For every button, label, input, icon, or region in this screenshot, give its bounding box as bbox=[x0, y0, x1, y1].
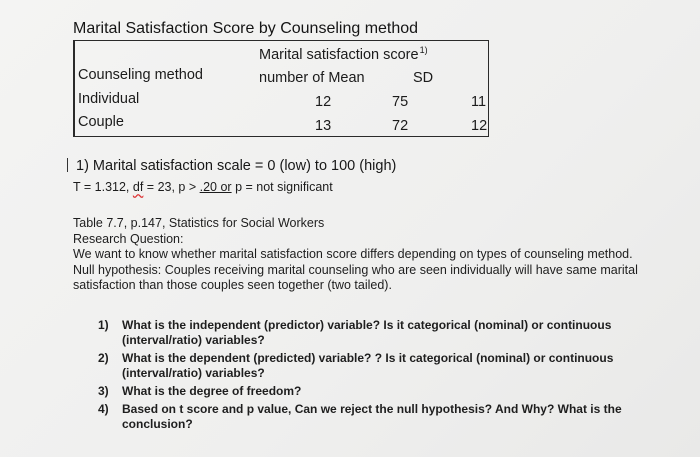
row-number: 13 bbox=[315, 118, 332, 134]
research-question-label: Research Question: bbox=[73, 231, 184, 246]
research-question-text: We want to know whether marital satisfaction score differs depending on types of counseling method. bbox=[73, 247, 633, 261]
list-item bbox=[98, 351, 638, 381]
stats-line bbox=[73, 180, 333, 194]
row-method: Individual bbox=[78, 91, 140, 107]
header-group bbox=[259, 47, 428, 63]
row-sd: 12 bbox=[471, 118, 488, 134]
question-text: What is the degree of freedom? bbox=[122, 384, 302, 398]
list-item bbox=[98, 402, 638, 432]
row-mean: 72 bbox=[392, 118, 409, 134]
source-citation: Table 7.7, p.147, Statistics for Social Workers bbox=[73, 216, 325, 230]
question-number: 1) bbox=[98, 318, 109, 332]
stats-p-value: .20 or bbox=[199, 180, 232, 194]
question-text: What is the dependent (predicted) variable? ? Is it categorical (nominal) or continuous (interval/ratio) variables? bbox=[122, 351, 614, 380]
text-cursor bbox=[67, 158, 68, 172]
question-number: 2) bbox=[98, 351, 109, 365]
row-number: 12 bbox=[315, 94, 332, 110]
question-number: 4) bbox=[98, 402, 109, 416]
stats-middle: = 23, p > bbox=[143, 180, 200, 194]
stats-df: df bbox=[132, 180, 144, 194]
table-title: Marital Satisfaction Score by Counseling method bbox=[73, 20, 419, 37]
stats-suffix: p = not significant bbox=[231, 180, 333, 194]
question-text: What is the independent (predictor) variable? Is it categorical (nominal) or continuous (interval/ratio) variables? bbox=[122, 318, 612, 347]
question-list bbox=[98, 318, 638, 435]
row-sd: 11 bbox=[471, 94, 487, 110]
question-number: 3) bbox=[98, 384, 109, 398]
header-footnote-marker: 1) bbox=[419, 45, 428, 55]
list-item bbox=[98, 384, 638, 399]
description-block bbox=[73, 216, 673, 294]
data-table bbox=[73, 40, 489, 137]
question-text: Based on t score and p value, Can we reject the null hypothesis? And Why? What is the conclusion? bbox=[122, 402, 622, 431]
scale-footnote bbox=[67, 158, 396, 174]
col-header-number-mean: number of Mean bbox=[259, 70, 365, 86]
row-mean: 75 bbox=[392, 94, 409, 110]
col-header-sd: SD bbox=[413, 70, 434, 86]
header-group-label: Marital satisfaction score bbox=[259, 47, 419, 63]
col-header-method: Counseling method bbox=[78, 67, 203, 83]
null-hypothesis: Null hypothesis: Couples receiving marital counseling who are seen individually will have same marital satisfaction than those couples seen together (two tailed). bbox=[73, 262, 638, 292]
list-item bbox=[98, 318, 638, 348]
scale-footnote-text: 1) Marital satisfaction scale = 0 (low) to 100 (high) bbox=[76, 158, 397, 174]
row-method: Couple bbox=[78, 114, 124, 130]
stats-prefix: T = 1.312, bbox=[73, 180, 133, 194]
